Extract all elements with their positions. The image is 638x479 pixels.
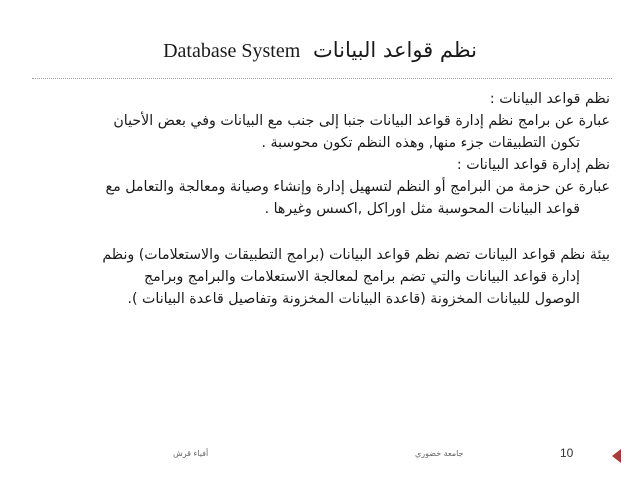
slide-title — [100, 38, 540, 63]
paragraph-line: عبارة عن برامج نظم إدارة قواعد البيانات جنبا إلى جنب مع البيانات وفي بعض الأحيان — [113, 113, 610, 129]
footer-university: جامعة خضوري — [415, 449, 464, 458]
page-number: 10 — [560, 446, 574, 460]
paragraph-line: عبارة عن حزمة من البرامج أو النظم لتسهيل إدارة وإنشاء وصيانة ومعالجة والتعامل مع — [105, 179, 610, 195]
paragraph-line: تكون التطبيقات جزء منها, وهذه النظم تكون محوسبة . — [261, 135, 580, 151]
slide-title-english: Database System — [163, 40, 301, 62]
paragraph-line: قواعد البيانات المحوسبة مثل اوراكل ,اكسس وغيرها . — [264, 201, 580, 217]
paragraph-line: إدارة قواعد البيانات والتي تضم برامج لمعالجة الاستعلامات والبرامج وبرامج — [143, 269, 580, 285]
title-divider — [32, 78, 612, 79]
heading-dbms: نظم إدارة قواعد البيانات : — [456, 157, 610, 173]
slide-body — [30, 88, 610, 310]
slide-marker-icon — [612, 449, 621, 463]
slide-title-arabic: نظم قواعد البيانات — [312, 38, 477, 62]
paragraph-line: بيئة نظم قواعد البيانات تضم نظم قواعد البيانات (برامج التطبيقات والاستعلامات) ونظم — [102, 247, 610, 263]
paragraph-line: الوصول للبيانات المخزونة (قاعدة البيانات المخزونة وتفاصيل قاعدة البيانات ). — [127, 291, 580, 307]
heading-db-systems: نظم قواعد البيانات : — [489, 91, 610, 107]
footer-author: أفياء قرش — [173, 449, 209, 458]
